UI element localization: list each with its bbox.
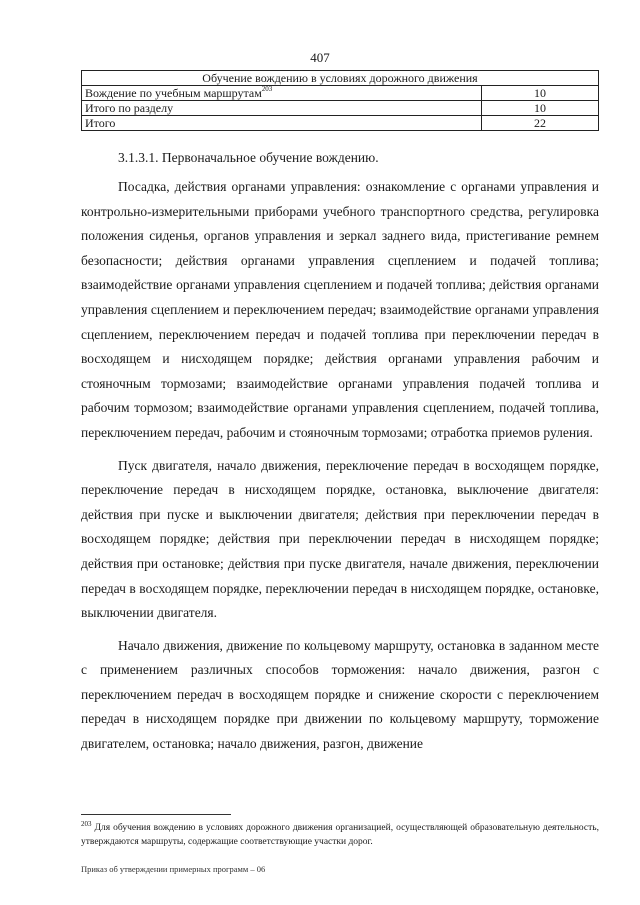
document-footer: Приказ об утверждении примерных программ – 06	[81, 864, 266, 874]
body-text	[81, 175, 599, 765]
table-section-title: Обучение вождению в условиях дорожного движения	[82, 71, 599, 86]
footnote-text: Для обучения вождению в условиях дорожного движения организацией, осуществляющей образовательную деятельность, утверждаются маршруты, содержащие соответствующие участки дорог.	[81, 823, 599, 847]
footnote-divider	[81, 814, 231, 815]
paragraph: Пуск двигателя, начало движения, переключение передач в восходящем порядке, переключение передач в нисходящем порядке, остановка, выключение двигателя: действия при пуске и выключении двигателя; действия при переключении передач в восходящем порядке; действия при переключении передач в нисходящем порядке; действия при остановке; действия при пуске двигателя, начале движения, переключении передач в восходящем порядке, переключении передач в нисходящем порядке, остановке, выключении двигателя.	[81, 457, 599, 621]
section-heading: 3.1.3.1. Первоначальное обучение вождению.	[118, 150, 379, 165]
table-cell-label: Итого по разделу	[82, 101, 482, 116]
table-row	[82, 116, 599, 131]
table-cell-value: 10	[482, 86, 599, 101]
footnote-number: 203	[81, 820, 92, 828]
table-cell-label: Итого	[82, 116, 482, 131]
table-section-row	[82, 71, 599, 86]
table-cell-value: 10	[482, 101, 599, 116]
table-row	[82, 86, 599, 101]
lesson-hours-table	[81, 70, 599, 131]
table-cell-label	[82, 86, 482, 101]
footnote	[81, 821, 599, 849]
table-row	[82, 101, 599, 116]
paragraph: Начало движения, движение по кольцевому маршруту, остановка в заданном месте с применением различных способов торможения: начало движения, разгон с переключением передач в восходящем порядке и снижение скорости с переключением передач в нисходящем порядке при движении по кольцевому маршруту, торможение двигателем, остановка; начало движения, разгон, движение	[81, 637, 599, 752]
table-cell-value: 22	[482, 116, 599, 131]
table-row-label: Вождение по учебным маршрутам	[85, 86, 262, 100]
footnote-ref: 203	[261, 85, 273, 93]
paragraph: Посадка, действия органами управления: ознакомление с органами управления и контрольно-измерительными приборами учебного транспортного средства, регулировка положения сиденья, органов управления и зеркал заднего вида, пристегивание ремнем безопасности; действия органами управления сцеплением и подачей топлива; взаимодействие органами управления сцеплением и подачей топлива; действия органами управления сцеплением и переключением передач; взаимодействие органами управления сцеплением, переключением передач и подачей топлива при переключении передач в восходящем и нисходящем порядке; действия органами управления рабочим и стояночным тормозами; взаимодействие органами управления подачей топлива и рабочим тормозом; взаимодействие органами управления сцеплением, подачей топлива, переключением передач, рабочим и стояночным тормозами; отработка приемов руления.	[81, 179, 599, 440]
page-number: 407	[310, 50, 330, 65]
